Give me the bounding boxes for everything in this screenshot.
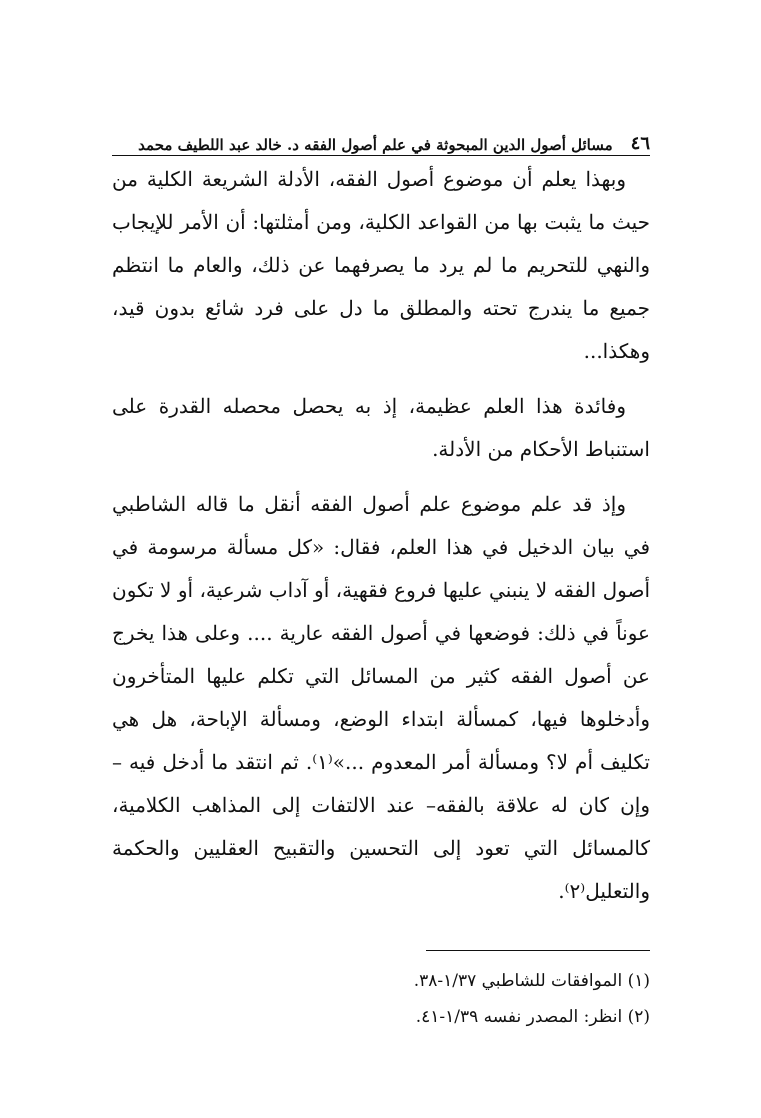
footnote-separator [426, 950, 650, 951]
running-title: مسائل أصول الدين المبحوثة في علم أصول الفقه د. خالد عبد اللطيف محمد [138, 136, 613, 154]
page-number: ٤٦ [630, 133, 650, 154]
footnotes [112, 963, 650, 1035]
footnote-2: (٢) انظر: المصدر نفسه ١/٣٩-٤١. [415, 1007, 650, 1027]
page-header [112, 132, 650, 156]
paragraph: وإذ قد علم موضوع علم أصول الفقه أنقل ما قاله الشاطبي في بيان الدخيل في هذا العلم، فقال: «كل مسألة مرسومة في أصول الفقه لا ينبني عليها فروع فقهية، أو آداب شرعية، أو لا تكون عوناً في ذلك: فوضعها في أصول الفقه عارية .... وعلى هذا يخرج عن أصول الفقه كثير من المسائل التي تكلم عليها المتأخرون وأدخلوها فيها، كمسألة ابتداء الوضع، ومسألة الإباحة، هل هي تكليف أم لا؟ ومسألة أمر المعدوم ...»⁽١⁾. ثم انتقد ما أدخل فيه –وإن كان له علاقة بالفقه– عند الالتفات إلى المذاهب الكلامية، كالمسائل التي تعود إلى التحسين والتقبيح العقليين والحكمة والتعليل⁽٢⁾. [112, 492, 650, 903]
main-text [112, 158, 650, 913]
paragraph: وبهذا يعلم أن موضوع أصول الفقه، الأدلة الشريعة الكلية من حيث ما يثبت بها من القواعد الكلية، ومن أمثلتها: أن الأمر للإيجاب والنهي للتحريم ما لم يرد ما يصرفهما عن ذلك، والعام ما انتظم جميع ما يندرج تحته والمطلق ما دل على فرد شائع بدون قيد، وهكذا... [112, 167, 650, 363]
paragraph: وفائدة هذا العلم عظيمة، إذ به يحصل محصله القدرة على استنباط الأحكام من الأدلة. [112, 394, 650, 461]
footnote-1: (١) الموافقات للشاطبي ١/٣٧-٣٨. [413, 971, 650, 991]
